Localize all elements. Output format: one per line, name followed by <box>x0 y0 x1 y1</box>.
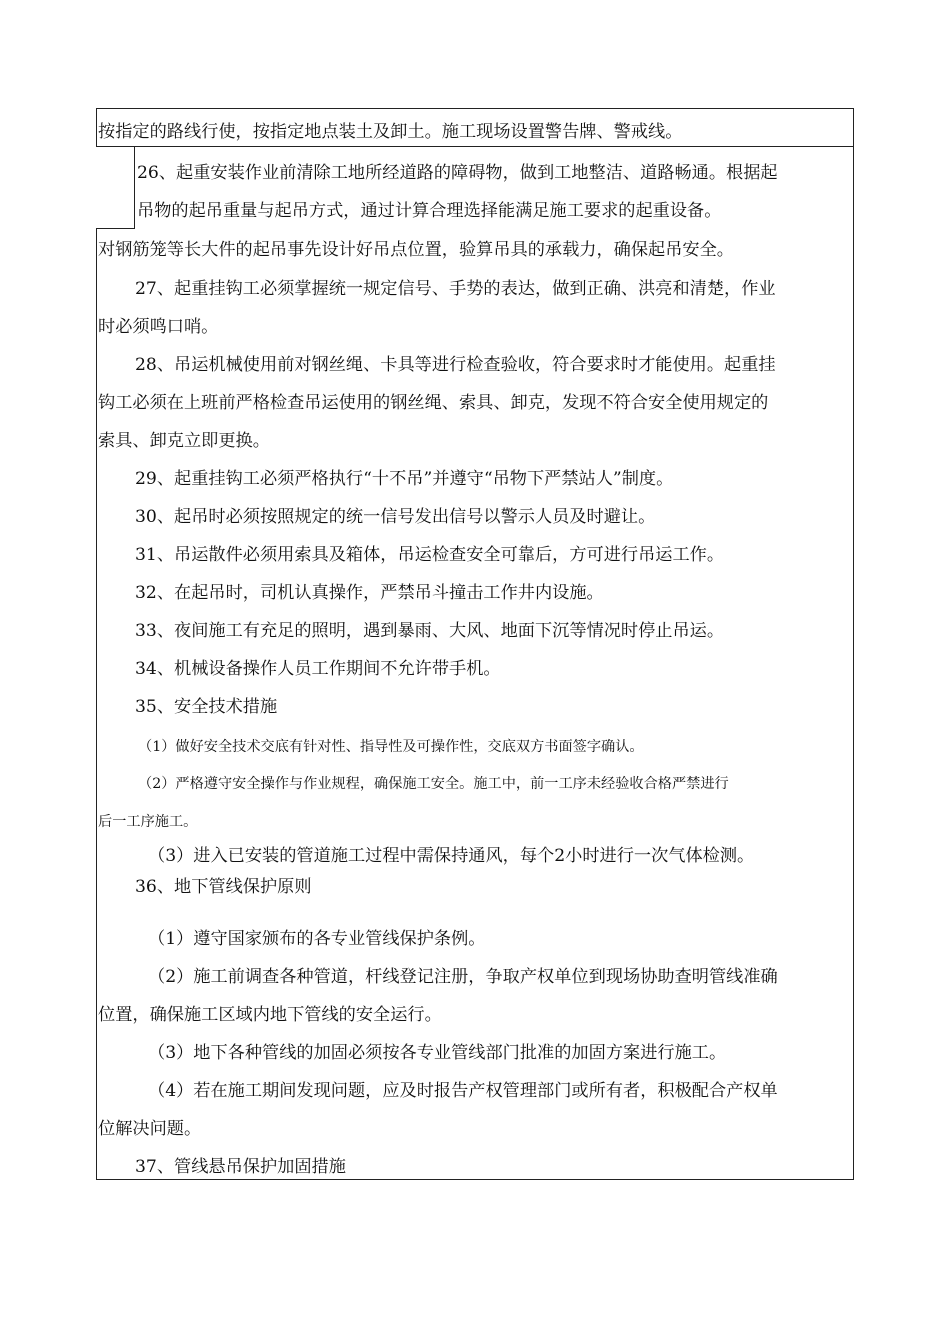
table-border-top <box>96 108 854 109</box>
table-inner-bottom-border <box>96 228 135 229</box>
paragraph-line: （2）严格遵守安全操作与作业规程，确保施工安全。施工中，前一工序未经验收合格严禁进行 <box>138 776 729 792</box>
table-inner-left-border <box>134 146 135 229</box>
paragraph-line: （2）施工前调查各种管道，杆线登记注册，争取产权单位到现场协助查明管线准确 <box>148 967 778 987</box>
paragraph-line: （1）做好安全技术交底有针对性、指导性及可操作性，交底双方书面签字确认。 <box>138 739 644 755</box>
table-border-left-lower <box>96 228 97 1180</box>
paragraph-line: 按指定的路线行使，按指定地点装土及卸土。施工现场设置警告牌、警戒线。 <box>98 122 683 142</box>
paragraph-line: （3）地下各种管线的加固必须按各专业管线部门批准的加固方案进行施工。 <box>148 1043 727 1063</box>
paragraph-line: （4）若在施工期间发现问题，应及时报告产权管理部门或所有者，积极配合产权单 <box>148 1081 778 1101</box>
paragraph-line: 31、吊运散件必须用索具及箱体，吊运检查安全可靠后，方可进行吊运工作。 <box>135 545 725 565</box>
paragraph-line: 26、起重安装作业前清除工地所经道路的障碍物，做到工地整洁、道路畅通。根据起 <box>137 163 778 183</box>
paragraph-line: 位置，确保施工区域内地下管线的安全运行。 <box>98 1005 442 1025</box>
paragraph-line: 对钢筋笼等长大件的起吊事先设计好吊点位置，验算吊具的承载力，确保起吊安全。 <box>98 240 734 260</box>
paragraph-line: 32、在起吊时，司机认真操作，严禁吊斗撞击工作井内设施。 <box>135 583 604 603</box>
section-heading: 37、管线悬吊保护加固措施 <box>135 1157 346 1177</box>
paragraph-line: 钩工必须在上班前严格检查吊运使用的钢丝绳、索具、卸克，发现不符合安全使用规定的 <box>98 393 769 413</box>
paragraph-line: 吊物的起吊重量与起吊方式，通过计算合理选择能满足施工要求的起重设备。 <box>137 201 722 221</box>
paragraph-line: 索具、卸克立即更换。 <box>98 431 270 451</box>
paragraph-line: 后一工序施工。 <box>98 814 198 830</box>
table-border-right-upper <box>853 108 854 147</box>
table-border-bottom <box>96 1179 854 1180</box>
paragraph-line: （1）遵守国家颁布的各专业管线保护条例。 <box>148 929 486 949</box>
paragraph-line: 34、机械设备操作人员工作期间不允许带手机。 <box>135 659 501 679</box>
table-border-right <box>853 146 854 1180</box>
paragraph-line: 28、吊运机械使用前对钢丝绳、卡具等进行检查验收，符合要求时才能使用。起重挂 <box>135 355 776 375</box>
paragraph-line: （3）进入已安装的管道施工过程中需保持通风，每个2小时进行一次气体检测。 <box>148 846 755 866</box>
paragraph-line: 时必须鸣口哨。 <box>98 317 219 337</box>
table-row-divider <box>96 146 854 147</box>
section-heading: 36、地下管线保护原则 <box>135 877 312 897</box>
table-border-left-upper <box>96 108 97 147</box>
section-heading: 35、安全技术措施 <box>135 697 278 717</box>
paragraph-line: 位解决问题。 <box>98 1119 202 1139</box>
paragraph-line: 30、起吊时必须按照规定的统一信号发出信号以警示人员及时避让。 <box>135 507 656 527</box>
paragraph-line: 29、起重挂钩工必须严格执行“十不吊”并遵守“吊物下严禁站人”制度。 <box>135 469 674 489</box>
paragraph-line: 33、夜间施工有充足的照明，遇到暴雨、大风、地面下沉等情况时停止吊运。 <box>135 621 725 641</box>
paragraph-line: 27、起重挂钩工必须掌握统一规定信号、手势的表达，做到正确、洪亮和清楚，作业 <box>135 279 776 299</box>
